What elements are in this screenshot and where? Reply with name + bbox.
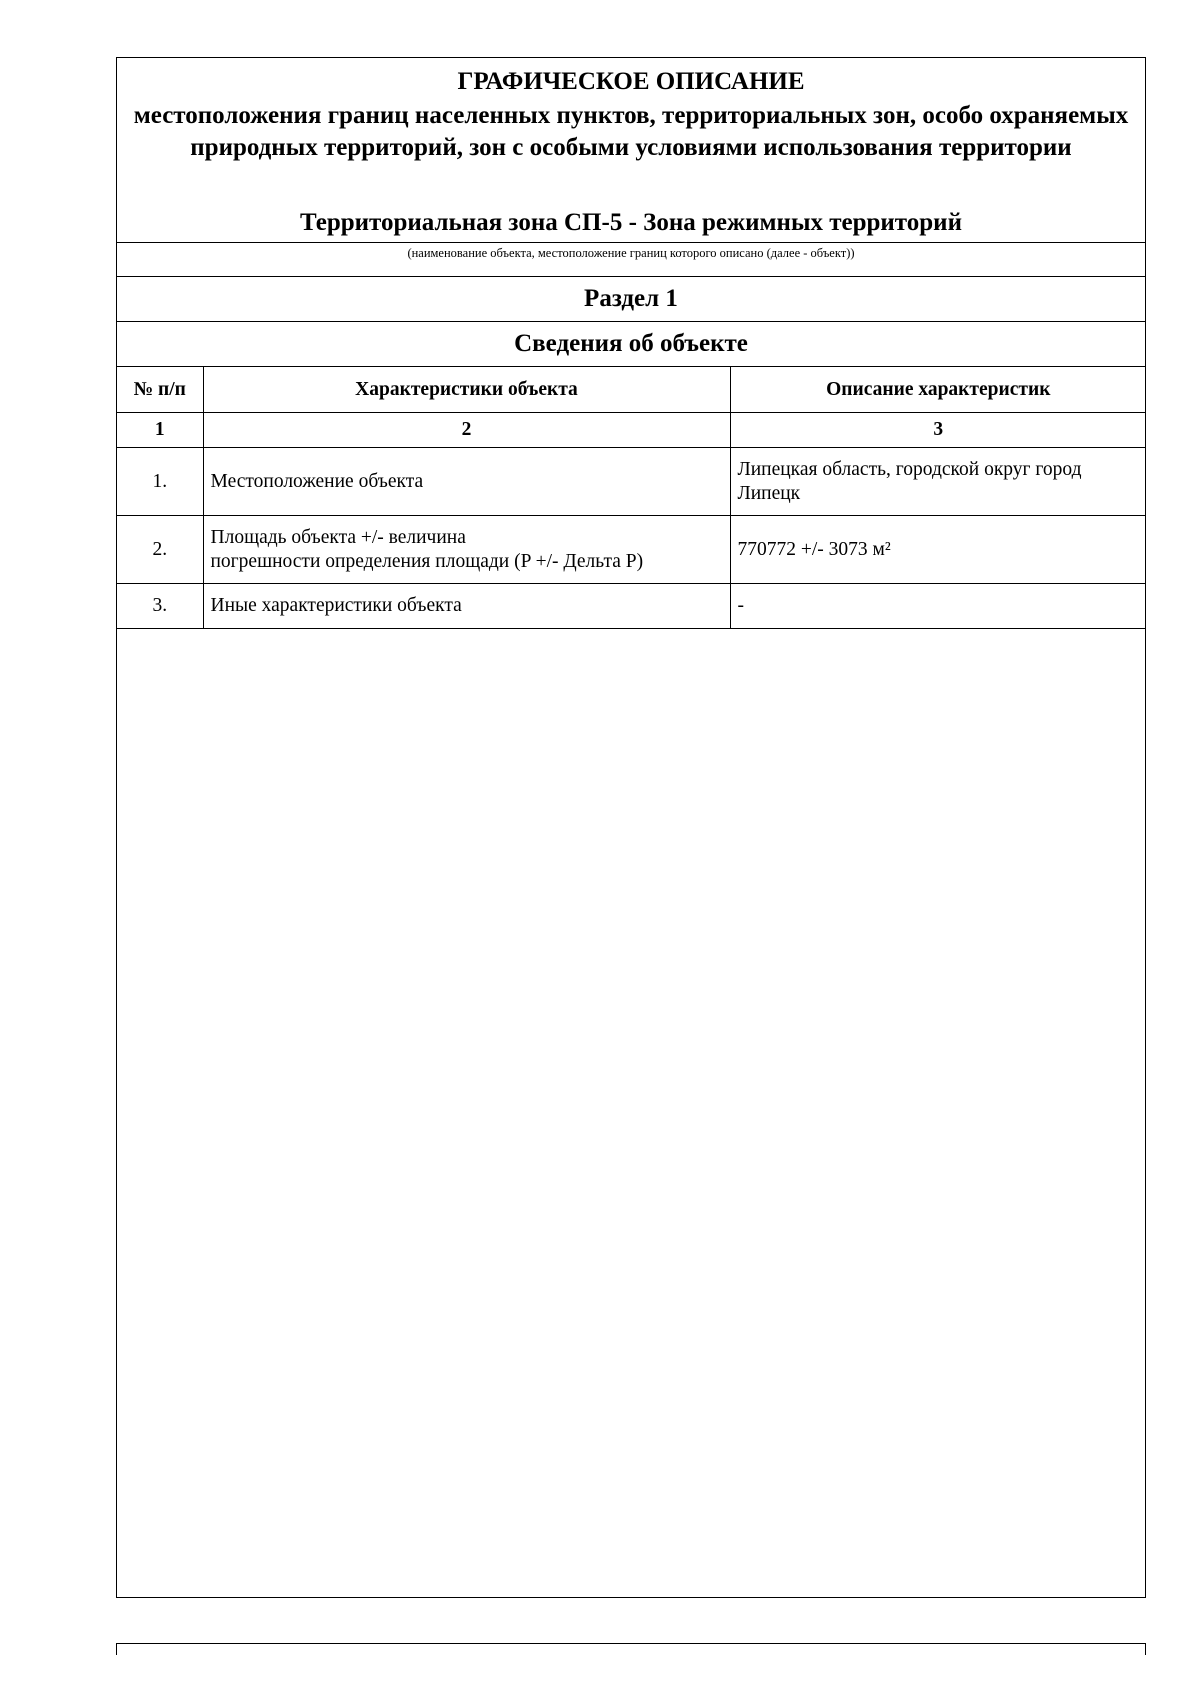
row-characteristic [203, 516, 730, 584]
row-characteristic-line: Площадь объекта +/- величина [210, 526, 466, 548]
object-name: Территориальная зона СП-5 - Зона режимных территорий [300, 209, 962, 236]
row-description: Липецкая область, городской округ город Липецк [730, 448, 1146, 516]
table-column-numbers-row [117, 413, 1146, 448]
document-subtitle: местоположения границ населенных пунктов, территориальных зон, особо охраняемых природных территорий, зон с особыми условиями использования территории [133, 102, 1129, 161]
object-name-underline [117, 242, 1145, 243]
header-characteristic: Характеристики объекта [203, 367, 730, 413]
row-number: 1. [117, 448, 203, 516]
next-page-frame-edge [116, 1643, 1146, 1655]
column-number-2: 2 [203, 413, 730, 448]
table-row [117, 584, 1146, 629]
table-row [117, 448, 1146, 516]
row-characteristic-line: погрешности определения площади (P +/- Дельта P) [210, 550, 644, 572]
object-name-note: (наименование объекта, местоположение границ которого описано (далее - объект)) [407, 246, 855, 260]
document-frame [116, 57, 1146, 1598]
column-number-1: 1 [117, 413, 203, 448]
row-description: - [730, 584, 1146, 629]
row-number: 3. [117, 584, 203, 629]
object-info-table [117, 366, 1146, 629]
table-row [117, 516, 1146, 584]
row-description: 770772 +/- 3073 м² [730, 516, 1146, 584]
section-title: Сведения об объекте [117, 321, 1145, 366]
column-number-3: 3 [730, 413, 1146, 448]
row-characteristic: Местоположение объекта [203, 448, 730, 516]
header-description: Описание характеристик [730, 367, 1146, 413]
row-characteristic: Иные характеристики объекта [203, 584, 730, 629]
section-number: Раздел 1 [117, 276, 1145, 321]
row-number: 2. [117, 516, 203, 584]
table-header-row [117, 367, 1146, 413]
header-number: № п/п [117, 367, 203, 413]
document-title: ГРАФИЧЕСКОЕ ОПИСАНИЕ [457, 68, 805, 95]
